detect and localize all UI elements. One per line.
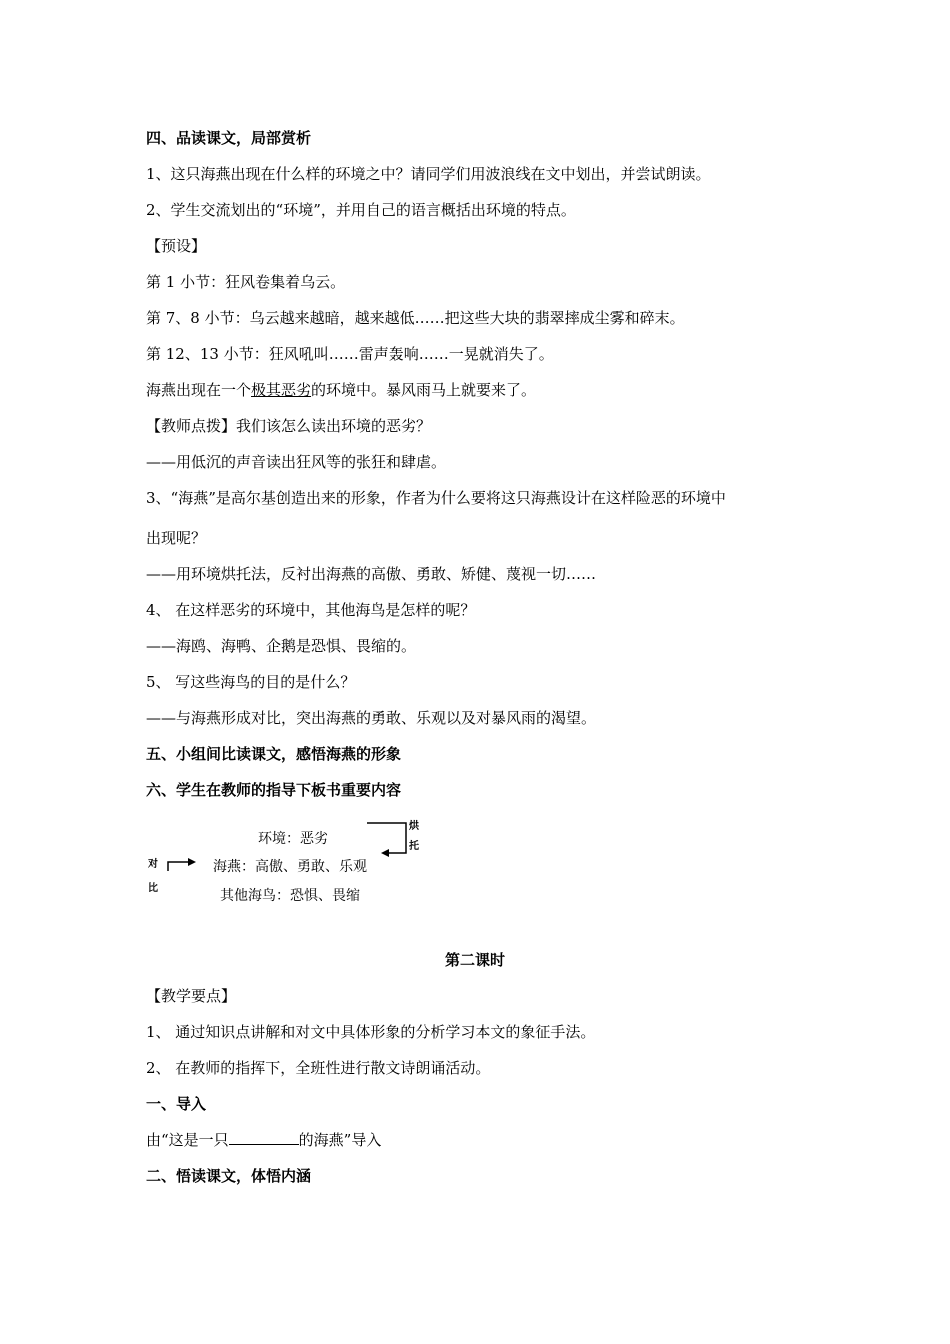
summary-text-post: 的环境中。暴风雨马上就要来了。	[311, 381, 537, 399]
question-3-answer: ——用环境烘托法，反衬出海燕的高傲、勇敢、矫健、蔑视一切……	[146, 565, 597, 583]
board-label-dui: 对	[148, 859, 158, 870]
intro-line	[146, 1130, 381, 1150]
board-environment: 环境：恶劣	[258, 831, 328, 847]
key-point-2: 2、 在教师的指挥下，全班性进行散文诗朗诵活动。	[146, 1059, 491, 1077]
summary-text-pre: 海燕出现在一个	[146, 381, 252, 399]
teacher-tip-answer: ——用低沉的声音读出狂风等的张狂和肆虐。	[146, 453, 447, 471]
summary-underlined: 极其恶劣	[251, 381, 312, 399]
question-5: 5、 写这些海鸟的目的是什么？	[146, 673, 356, 691]
board-label-hong: 烘	[409, 821, 419, 832]
intro-text-post: 的海燕”导入	[298, 1131, 382, 1149]
intro-text-pre: 由“这是一只	[146, 1131, 229, 1149]
teacher-tip: 【教师点拨】我们该怎么读出环境的恶劣？	[146, 417, 432, 435]
contrast-bracket-right	[367, 823, 406, 853]
question-1: 1、这只海燕出现在什么样的环境之中？请同学们用波浪线在文中划出，并尝试朗读。	[146, 165, 711, 183]
board-label-tuo: 托	[409, 841, 419, 852]
key-points-label: 【教学要点】	[146, 987, 237, 1005]
environment-summary	[146, 380, 536, 400]
section4-heading: 四、品读课文，局部赏析	[146, 129, 312, 147]
board-label-bi: 比	[148, 883, 158, 894]
board-other-birds: 其他海鸟：恐惧、畏缩	[220, 888, 360, 904]
section2-heading: 二、悟读课文，体悟内涵	[146, 1167, 312, 1185]
preset-item-3: 第 12、13 小节：狂风吼叫……雷声轰响……一晃就消失了。	[146, 345, 554, 363]
preset-item-2: 第 7、8 小节：乌云越来越暗，越来越低……把这些大块的翡翠摔成尘雾和碎末。	[146, 309, 685, 327]
section5-heading: 五、小组间比读课文，感悟海燕的形象	[146, 745, 402, 763]
question-3-line-1: 3、“海燕”是高尔基创造出来的形象，作者为什么要将这只海燕设计在这样险恶的环境中	[146, 489, 726, 507]
contrast-bracket-left	[168, 862, 188, 871]
arrow-head-right-icon	[188, 858, 196, 866]
intro-heading: 一、导入	[146, 1095, 207, 1113]
blackboard-diagram	[140, 818, 440, 913]
question-3-line-2: 出现呢？	[146, 529, 207, 547]
question-5-answer: ——与海燕形成对比，突出海燕的勇敢、乐观以及对暴风雨的渴望。	[146, 709, 597, 727]
arrow-head-left-icon	[381, 849, 389, 857]
question-2: 2、学生交流划出的“环境”，并用自己的语言概括出环境的特点。	[146, 201, 576, 219]
question-4: 4、 在这样恶劣的环境中，其他海鸟是怎样的呢？	[146, 601, 476, 619]
preset-item-1: 第 1 小节：狂风卷集着乌云。	[146, 273, 346, 291]
section6-heading: 六、学生在教师的指导下板书重要内容	[146, 781, 402, 799]
question-4-answer: ——海鸥、海鸭、企鹅是恐惧、畏缩的。	[146, 637, 417, 655]
preset-label: 【预设】	[146, 237, 207, 255]
board-petrel: 海燕：高傲、勇敢、乐观	[213, 859, 367, 875]
key-point-1: 1、 通过知识点讲解和对文中具体形象的分析学习本文的象征手法。	[146, 1023, 596, 1041]
lesson2-title: 第二课时	[444, 951, 505, 969]
fill-in-blank	[229, 1130, 299, 1145]
